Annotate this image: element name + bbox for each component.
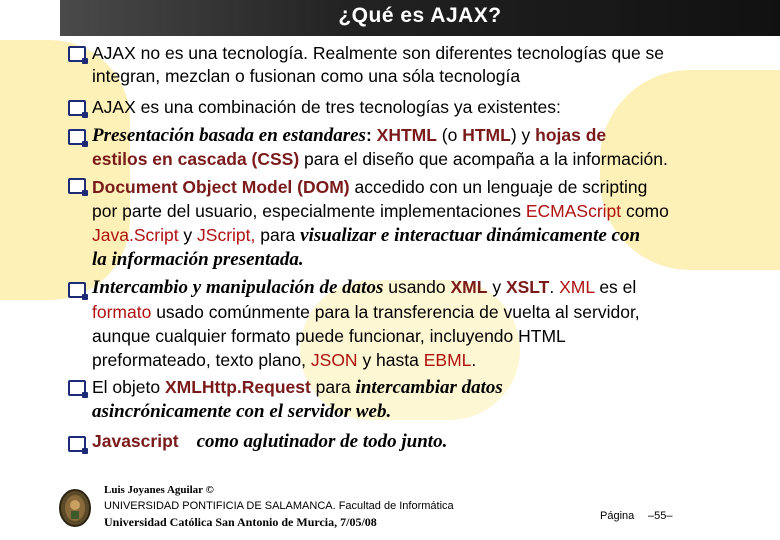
footer-author: Luis Joyanes Aguilar © xyxy=(104,484,214,496)
bullet-5-text-usando: usando xyxy=(383,277,451,297)
bullet-4-text-como: como xyxy=(621,201,669,221)
bullet-5-text-hasta: y hasta xyxy=(357,350,424,370)
bullet-6-intercambiar: intercambiar datos xyxy=(355,377,503,398)
bullet-5-intercambio: Intercambio y manipulación de datos xyxy=(92,277,384,298)
title-bar xyxy=(60,0,780,36)
bullet-6-xmlhttp: XMLHttp.Request xyxy=(164,377,311,397)
bullet-3-text-y: ) y xyxy=(510,125,536,145)
bullet-7-line-1 xyxy=(92,430,447,453)
bullet-5-text-y: y xyxy=(487,277,506,297)
bullet-4-line-1 xyxy=(92,176,647,199)
bullet-5-text-4: preformateado, texto plano, xyxy=(92,350,311,370)
page-label: Página xyxy=(600,510,635,522)
bullet-5-text-esel: es el xyxy=(594,277,637,297)
bullet-5-line-1 xyxy=(92,276,636,299)
bullet-3-line-2 xyxy=(92,148,668,171)
checkbox-bullet-icon xyxy=(68,98,88,118)
footer xyxy=(0,484,780,540)
bullet-4-visualizar: visualizar e interactuar dinámicamente con xyxy=(300,225,641,246)
bullet-5-xml-2: XML xyxy=(559,277,595,297)
bullet-2-line-1: AJAX es una combinación de tres tecnologías ya existentes: xyxy=(92,97,561,117)
bullet-5-text-end: . xyxy=(471,350,477,370)
bullet-4-text-1: accedido con un lenguaje de scripting xyxy=(349,177,648,197)
bullet-5-line-3: aunque cualquier formato puede funcionar, incluyendo HTML xyxy=(92,326,566,346)
bullet-4-line-3 xyxy=(92,224,640,247)
bullet-6-asincronicamente: asincrónicamente con el servidor web. xyxy=(92,401,392,422)
bullet-4-line-2 xyxy=(92,200,669,223)
university-seal-logo xyxy=(58,488,92,528)
bullet-3-xhtml: XHTML xyxy=(376,125,437,145)
bullet-4-ecmascript: ECMAScript xyxy=(525,201,622,221)
bullet-3-line-1 xyxy=(92,124,606,147)
bullet-4-text-para: para xyxy=(255,225,301,245)
bullet-3-css: estilos en cascada (CSS) xyxy=(92,149,300,169)
bullet-3-tail: para el diseño que acompaña a la información. xyxy=(299,149,668,169)
page-number: –55– xyxy=(648,510,673,522)
bullet-3-hojas: hojas de xyxy=(535,125,607,145)
bullet-3-text-o: (o xyxy=(436,125,463,145)
bullet-6-text-1: El objeto xyxy=(92,377,165,397)
bullet-5-line-2 xyxy=(92,301,640,324)
checkbox-bullet-icon xyxy=(68,434,88,454)
bullet-6-line-1 xyxy=(92,376,503,399)
page-title: ¿Qué es AJAX? xyxy=(338,4,502,27)
checkbox-bullet-icon xyxy=(68,44,88,64)
bullet-4-dom: Document Object Model (DOM) xyxy=(92,177,350,197)
bullet-4-line-4 xyxy=(92,248,304,271)
bullet-4-javascript: Java.Script xyxy=(92,225,179,245)
bullet-7-aglutinador: como aglutinador de todo junto. xyxy=(196,431,448,452)
bullet-6-text-para: para xyxy=(310,377,356,397)
checkbox-bullet-icon xyxy=(68,127,88,147)
bullet-5-ebml: EBML xyxy=(423,350,472,370)
footer-catolica: Universidad Católica San Antonio de Murcia, 7/05/08 xyxy=(104,515,377,529)
bullet-5-formato: formato xyxy=(92,302,152,322)
bullet-4-text-y: y xyxy=(178,225,198,245)
bullet-5-json: JSON xyxy=(310,350,358,370)
bullet-4-informacion: la información presentada. xyxy=(92,249,304,270)
bullet-1-line-1: AJAX no es una tecnología. Realmente son diferentes tecnologías que se xyxy=(92,43,665,63)
checkbox-bullet-icon xyxy=(68,378,88,398)
bullet-7-javascript: Javascript xyxy=(92,431,179,451)
bullet-4-text-2: por parte del usuario, especialmente implementaciones xyxy=(92,201,526,221)
footer-university: UNIVERSIDAD PONTIFICIA DE SALAMANCA. Facultad de Informática xyxy=(104,500,454,512)
checkbox-bullet-icon xyxy=(68,280,88,300)
bullet-5-xml: XML xyxy=(450,277,488,297)
checkbox-bullet-icon xyxy=(68,176,88,196)
bullet-1-line-2: integran, mezclan o fusionan como una sóla tecnología xyxy=(92,66,521,86)
bullet-5-text-dot: . xyxy=(549,277,560,297)
bullet-3-colon: : xyxy=(365,125,377,145)
bullet-5-xslt: XSLT xyxy=(505,277,550,297)
bullet-4-jscript: JScript, xyxy=(197,225,256,245)
bullet-5-text-2: usado comúnmente para la transferencia de vuelta al servidor, xyxy=(151,302,640,322)
bullet-6-line-2 xyxy=(92,400,391,423)
bullet-5-line-4 xyxy=(92,349,476,372)
bullet-3-html: HTML xyxy=(462,125,511,145)
bullet-3-presentacion: Presentación basada en estandares xyxy=(92,125,366,146)
